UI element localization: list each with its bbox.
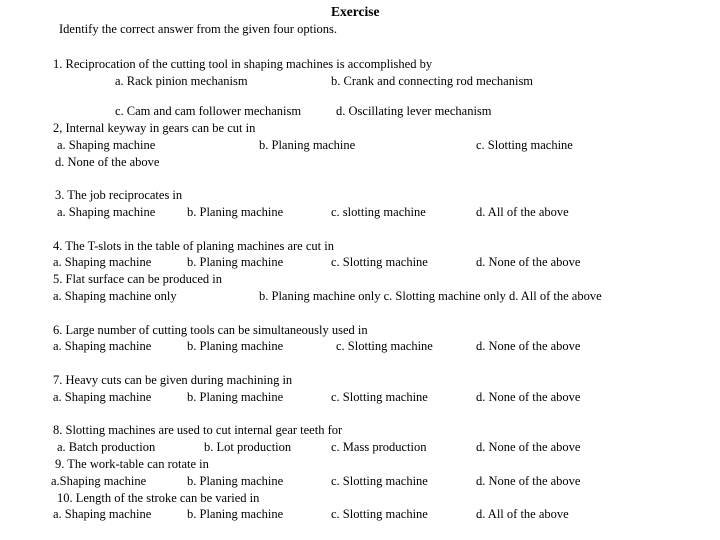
option-b: b. Crank and connecting rod mechanism [331, 74, 534, 88]
option-b: b. Planing machine [187, 205, 284, 219]
option-c: c. Slotting machine [331, 474, 428, 488]
option-b: b. Planing machine [187, 390, 284, 404]
option-b: b. Planing machine [187, 339, 284, 353]
option-d: d. None of the above [476, 474, 581, 488]
option-a: a. Shaping machine [57, 138, 156, 152]
option-a: a. Shaping machine [57, 205, 156, 219]
question-stem: 1. Reciprocation of the cutting tool in shaping machines is accomplished by [53, 57, 433, 71]
question-stem: 5. Flat surface can be produced in [53, 272, 223, 286]
option-a: a. Shaping machine [53, 255, 152, 269]
option-d: d. None of the above [476, 339, 581, 353]
option-a: a. Batch production [57, 440, 156, 454]
option-b: b. Planing machine [187, 474, 284, 488]
option-d: d. None of the above [476, 390, 581, 404]
question-stem: 10. Length of the stroke can be varied in [57, 491, 260, 505]
option-d: d. All of the above [476, 507, 569, 521]
question-stem: 2, Internal keyway in gears can be cut in [53, 121, 256, 135]
question-stem: 6. Large number of cutting tools can be simultaneously used in [53, 323, 368, 337]
question-stem: 4. The T-slots in the table of planing machines are cut in [53, 239, 334, 253]
option-c: c. Slotting machine [331, 390, 428, 404]
option-a: a. Shaping machine [53, 339, 152, 353]
option-c: c. Slotting machine [331, 507, 428, 521]
page-title: Exercise [331, 4, 380, 19]
option-b: b. Planing machine [187, 507, 284, 521]
option-b-c-d: b. Planing machine only c. Slotting machine only d. All of the above [259, 289, 602, 303]
option-a: a.Shaping machine [51, 474, 147, 488]
option-d: d. Oscillating lever mechanism [336, 104, 492, 118]
option-b: b. Planing machine [187, 255, 284, 269]
option-c: c. Cam and cam follower mechanism [115, 104, 302, 118]
question-stem: 8. Slotting machines are used to cut internal gear teeth for [53, 423, 343, 437]
option-c: c. Slotting machine [476, 138, 573, 152]
question-stem: 9. The work-table can rotate in [55, 457, 209, 471]
option-d: d. None of the above [55, 155, 160, 169]
option-c: c. Slotting machine [331, 255, 428, 269]
option-a: a. Shaping machine [53, 507, 152, 521]
option-d: d. All of the above [476, 205, 569, 219]
option-c: c. Mass production [331, 440, 427, 454]
option-a: a. Rack pinion mechanism [115, 74, 248, 88]
option-b: b. Planing machine [259, 138, 356, 152]
option-c: c. slotting machine [331, 205, 426, 219]
instruction-text: Identify the correct answer from the given four options. [59, 22, 338, 36]
option-d: d. None of the above [476, 440, 581, 454]
option-a: a. Shaping machine only [53, 289, 177, 303]
option-d: d. None of the above [476, 255, 581, 269]
option-a: a. Shaping machine [53, 390, 152, 404]
question-stem: 7. Heavy cuts can be given during machining in [53, 373, 293, 387]
option-c: c. Slotting machine [336, 339, 433, 353]
question-stem: 3. The job reciprocates in [55, 188, 183, 202]
option-b: b. Lot production [204, 440, 292, 454]
